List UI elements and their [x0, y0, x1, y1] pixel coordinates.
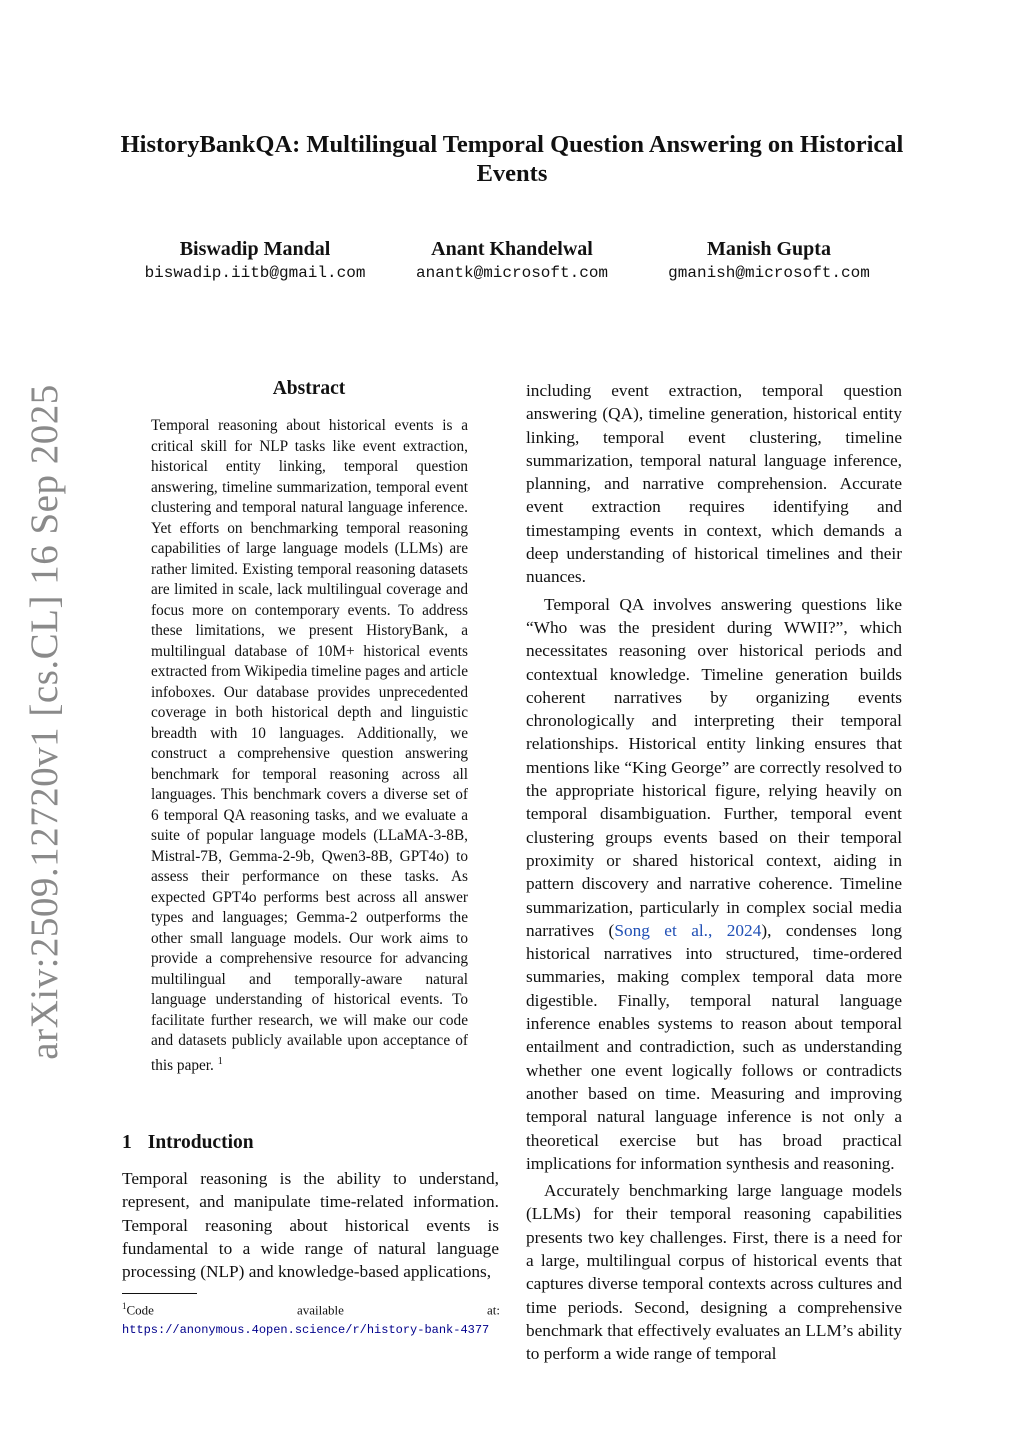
citation-separator: ,: [708, 920, 727, 940]
footnote-mark[interactable]: 1: [217, 1055, 223, 1067]
author-name: Manish Gupta: [707, 238, 831, 260]
citation-link[interactable]: [614, 921, 761, 940]
paragraph: Accurately benchmarking large language models (LLMs) for their temporal reasoning capabilities presents two key challenges. First, there is a need for a large, multilingual corpus of historical events that captures diverse temporal contexts across cultures and time periods. Second, designing a comprehensive benchmark that effectively evaluates an LLM’s ability to perform a wide range of temporal: [526, 1181, 902, 1364]
paragraph-text: ), condenses long historical narratives into structured, time-ordered summaries, making complex temporal data more digestible. Finally, temporal natural language inference enables systems to reason about temporal entailment and contradiction, such as understanding whether one event logically follows or contradicts another based on time. Measuring and improving temporal natural language inference is not only a theoretical exercise but has broad practical implications for information synthesis and reasoning.: [526, 920, 903, 1173]
section-heading-introduction: [122, 1132, 254, 1154]
author-name: Anant Khandelwal: [431, 238, 593, 260]
author-email[interactable]: gmanish@microsoft.com: [668, 264, 870, 282]
footnote-divider: [122, 1293, 197, 1294]
author-3: [629, 236, 909, 284]
citation-author[interactable]: Song et al.: [614, 920, 708, 940]
author-email[interactable]: biswadip.iitb@gmail.com: [144, 264, 366, 282]
abstract-text: Temporal reasoning about historical events is a critical skill for NLP tasks like event extraction, historical entity linking, temporal question answering, timeline summarization, temporal event clustering and temporal natural language inference. Yet efforts on benchmarking temporal reasoning capabilities of large language models (LLMs) are rather limited. Existing temporal reasoning datasets are limited in scale, lack multilingual coverage and focus more on contemporary events. To address these limitations, we present HistoryBank, a multilingual database of 10M+ historical events extracted from Wikipedia timeline pages and article infoboxes. Our database provides unprecedented coverage in both historical depth and linguistic breadth with 10 languages. Additionally, we construct a comprehensive question answering benchmark for temporal reasoning across all languages. This benchmark covers a diverse set of 6 temporal QA reasoning tasks, and we evaluate a suite of popular language models (LLaMA-3-8B, Mistral-7B, Gemma-2-9b, Qwen3-8B, GPT4o) to assess their performance on these tasks. As expected GPT4o performs best across all answer types and languages; Gemma-2 outperforms the other small language models. Our work aims to provide a comprehensive resource for advancing multilingual and temporally-aware natural language understanding of historical events. To facilitate further research, we will make our code and datasets publicly available upon acceptance of this paper.: [151, 417, 468, 1074]
footnote-label: Code available at:: [126, 1302, 500, 1318]
author-email[interactable]: anantk@microsoft.com: [415, 264, 609, 282]
author-1: [115, 236, 395, 284]
section-title: Introduction: [147, 1132, 254, 1153]
abstract-heading: Abstract: [272, 378, 346, 399]
paragraph-text: Temporal QA involves answering questions like “Who was the president during WWII?”, which necessitates reasoning over historical periods and contextual knowledge. Timeline generation builds coherent narratives by organizing events chronologically and interpreting their temporal relationships. Historical entity linking ensures that mentions like “King George” are correctly resolved to the appropriate historical figure, relying heavily on temporal disambiguation. Further, temporal event clustering groups events based on their temporal proximity or shared historical context, aiding in pattern discovery and narrative coherence. Timeline summarization, particularly in complex social media narratives (: [526, 594, 902, 940]
right-column: [526, 379, 902, 1365]
paper-title: HistoryBankQA: Multilingual Temporal Question Answering on Historical Events: [120, 131, 904, 187]
footnote-number: 1: [122, 1301, 127, 1311]
footnote: [122, 1297, 500, 1340]
introduction-left-text: Temporal reasoning is the ability to understand, represent, and manipulate time-related information. Temporal reasoning about historical events is fundamental to a wide range of natural language processing (NLP) and knowledge-based applications,: [122, 1169, 499, 1282]
author-2: [372, 236, 652, 284]
arxiv-identifier: arXiv:2509.12720v1 [cs.CL] 16 Sep 2025: [23, 384, 66, 1060]
paragraph: including event extraction, temporal question answering (QA), timeline generation, historical entity linking, temporal event clustering, timeline summarization, temporal natural language inference, planning, and narrative comprehension. Accurate event extraction requires identifying and timestamping events in context, which demands a deep understanding of historical timelines and their nuances.: [526, 381, 902, 587]
abstract-body: [151, 416, 468, 1076]
author-name: Biswadip Mandal: [179, 238, 331, 260]
citation-year[interactable]: 2024: [726, 920, 762, 940]
footnote-url-link[interactable]: https://anonymous.4open.science/r/history-bank-4377: [122, 1323, 490, 1338]
section-number: 1: [122, 1132, 132, 1153]
paragraph: [526, 593, 902, 1175]
